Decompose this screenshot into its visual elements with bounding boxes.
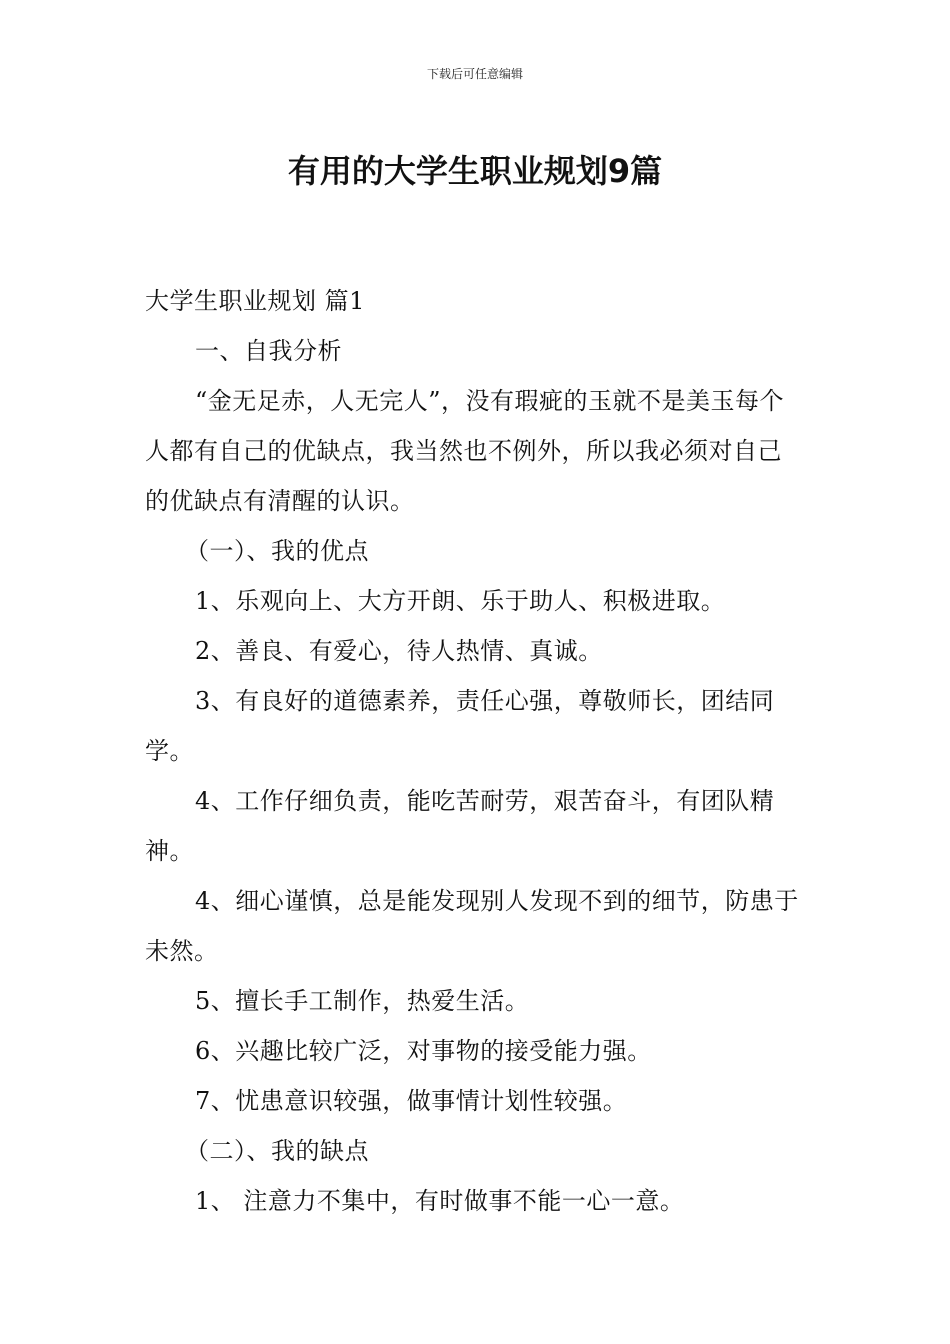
strengths-heading: （一）、我的优点 [185,537,369,565]
strength-item-4b: 4、细心谨慎，总是能发现别人发现不到的细节，防患于未然。 [145,887,799,965]
strength-item-7: 7、忧患意识较强，做事情计划性较强。 [195,1087,628,1115]
document-body [145,276,805,1226]
weaknesses-heading: （二）、我的缺点 [185,1137,369,1165]
document-title: 有用的大学生职业规划9篇 [287,152,663,191]
strength-item-1: 1、乐观向上、大方开朗、乐于助人、积极进取。 [195,587,726,615]
header-note: 下载后可任意编辑 [426,67,523,81]
strength-item-4a: 4、工作仔细负责，能吃苦耐劳，艰苦奋斗，有团队精神。 [145,787,775,865]
self-analysis-heading: 一、自我分析 [195,337,342,365]
section-heading: 大学生职业规划 篇1 [145,287,365,315]
strength-item-2: 2、善良、有爱心，待人热情、真诚。 [195,637,603,665]
weakness-item-1: 1、 注意力不集中，有时做事不能一心一意。 [195,1187,685,1215]
strength-item-3: 3、有良好的道德素养，责任心强，尊敬师长，团结同学。 [145,687,775,765]
strength-item-5: 5、擅长手工制作，热爱生活。 [195,987,530,1015]
strength-item-6: 6、兴趣比较广泛，对事物的接受能力强。 [195,1037,652,1065]
intro-paragraph: “金无足赤，人无完人”，没有瑕疵的玉就不是美玉每个人都有自己的优缺点，我当然也不例外，所以我必须对自己的优缺点有清醒的认识。 [145,387,785,515]
